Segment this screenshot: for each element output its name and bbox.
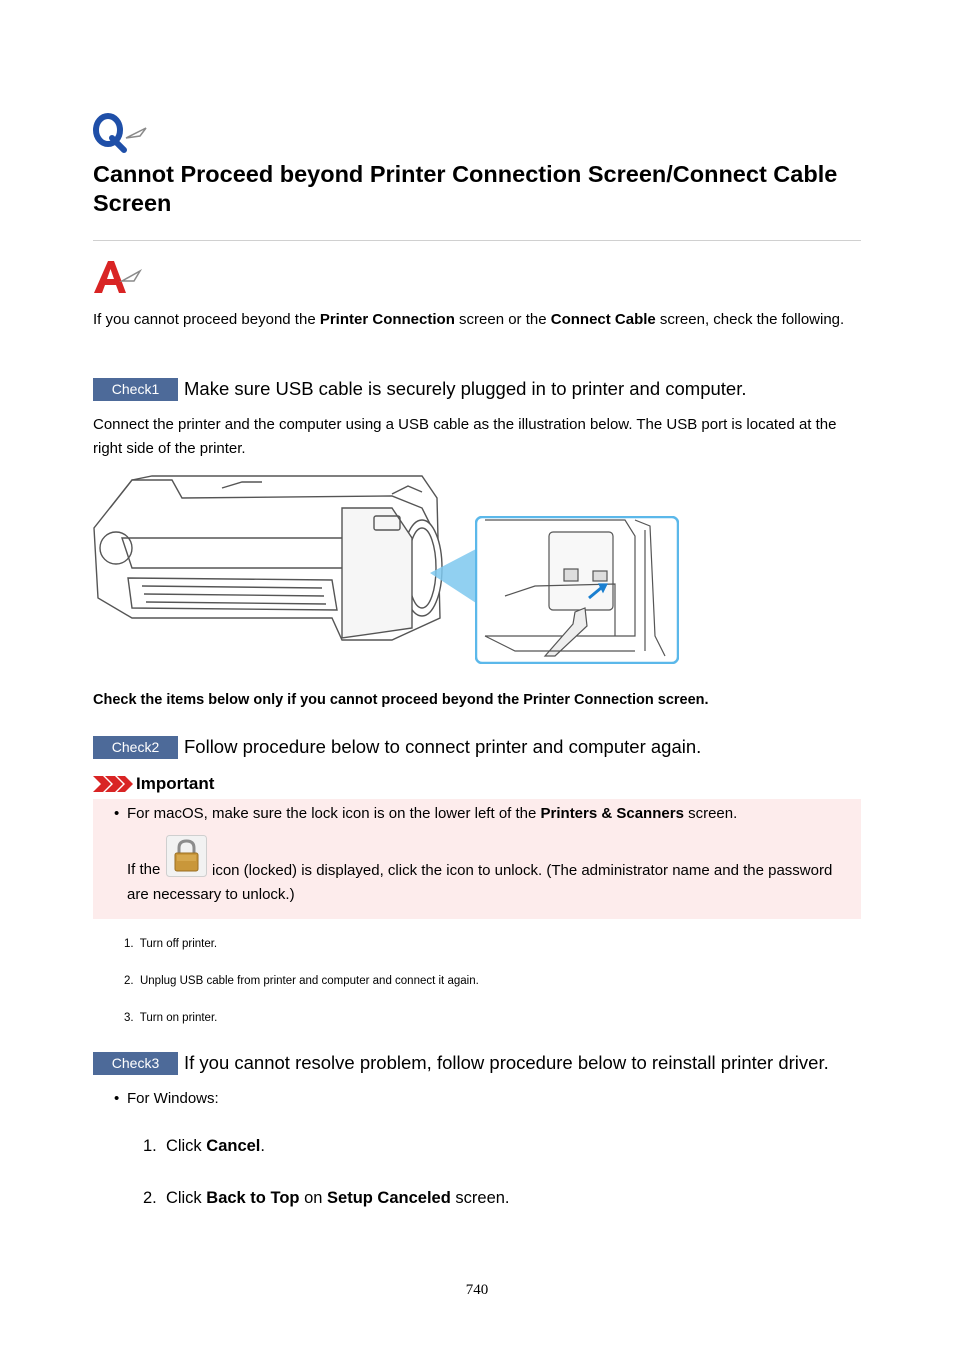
lock-description-text: icon (locked) is displayed, click the icon to unlock. (The administrator name and the password are necessary to unlock.): [127, 862, 833, 903]
windows-bullet-text: For Windows:: [127, 1090, 219, 1107]
answer-icon: [92, 259, 142, 295]
step-text: on: [299, 1189, 328, 1207]
list-item-text: Unplug USB cable from printer and computer and connect it again.: [139, 975, 479, 987]
setup-canceled-label: Setup Canceled: [327, 1189, 451, 1207]
check1-heading-text: Make sure USB cable is securely plugged in to printer and computer.: [184, 378, 747, 399]
step-number: 1.: [143, 1137, 157, 1155]
intro-text-3: screen, check the following.: [655, 311, 845, 328]
lock-description: [127, 859, 857, 907]
callout-arrow: [428, 545, 478, 605]
list-item-number: 1.: [124, 938, 134, 950]
important-bullet-text-1: For macOS, make sure the lock icon is on the lower left of the: [127, 805, 541, 822]
list-item-text: Turn off printer.: [139, 938, 218, 950]
intro-paragraph: [93, 308, 861, 332]
important-bullet-text-2: screen.: [683, 805, 738, 822]
intro-text-1: If you cannot proceed beyond the: [93, 311, 320, 328]
step-text: .: [260, 1137, 265, 1155]
divider: [93, 240, 861, 241]
list-item: [124, 938, 217, 950]
windows-step-1: [143, 1137, 265, 1156]
important-header: [93, 773, 214, 795]
check2-badge: Check2: [93, 736, 178, 759]
check1-body: Connect the printer and the computer using a USB cable as the illustration below. The USB port is located at the right side of the printer.: [93, 416, 837, 457]
back-to-top-label: Back to Top: [206, 1189, 300, 1207]
check2-heading: [93, 735, 701, 759]
step-text: Click: [165, 1189, 207, 1207]
intro-bold-printer-connection: Printer Connection: [319, 311, 455, 328]
check3-badge: Check3: [93, 1052, 178, 1075]
step-number: 2.: [143, 1189, 157, 1207]
lock-if-the-text: If the: [127, 861, 161, 878]
page-title: Cannot Proceed beyond Printer Connection Screen/Connect Cable Screen: [93, 161, 838, 216]
list-item-text: Turn on printer.: [139, 1012, 218, 1024]
question-icon: [92, 112, 148, 154]
list-item: [124, 1012, 217, 1024]
list-item-number: 3.: [124, 1012, 134, 1024]
check3-heading: [93, 1051, 829, 1075]
page-number: 740: [465, 1282, 489, 1298]
printer-connection-note: Check the items below only if you cannot proceed beyond the Printer Connection screen.: [93, 692, 709, 708]
cancel-label: Cancel: [206, 1137, 261, 1155]
important-arrows-icon: [93, 775, 133, 793]
check1-badge: Check1: [93, 378, 178, 401]
list-item-number: 2.: [124, 975, 134, 987]
important-bullet-dot: •: [114, 805, 120, 822]
windows-step-2: [143, 1189, 510, 1208]
check3-heading-text: If you cannot resolve problem, follow procedure below to reinstall printer driver.: [184, 1052, 829, 1073]
usb-port-inset: [475, 516, 679, 664]
important-bullet-text: [127, 805, 852, 822]
important-label: Important: [136, 774, 215, 793]
step-text: screen.: [450, 1189, 510, 1207]
windows-bullet-dot: •: [114, 1090, 120, 1107]
check1-heading: [93, 377, 747, 401]
printers-scanners-label: Printers & Scanners: [540, 805, 684, 822]
list-item: [124, 975, 479, 987]
intro-bold-connect-cable: Connect Cable: [550, 311, 656, 328]
step-text: Click: [165, 1137, 207, 1155]
intro-text-2: screen or the: [454, 311, 551, 328]
check2-heading-text: Follow procedure below to connect printer and computer again.: [184, 736, 702, 757]
printer-illustration: [92, 468, 444, 648]
